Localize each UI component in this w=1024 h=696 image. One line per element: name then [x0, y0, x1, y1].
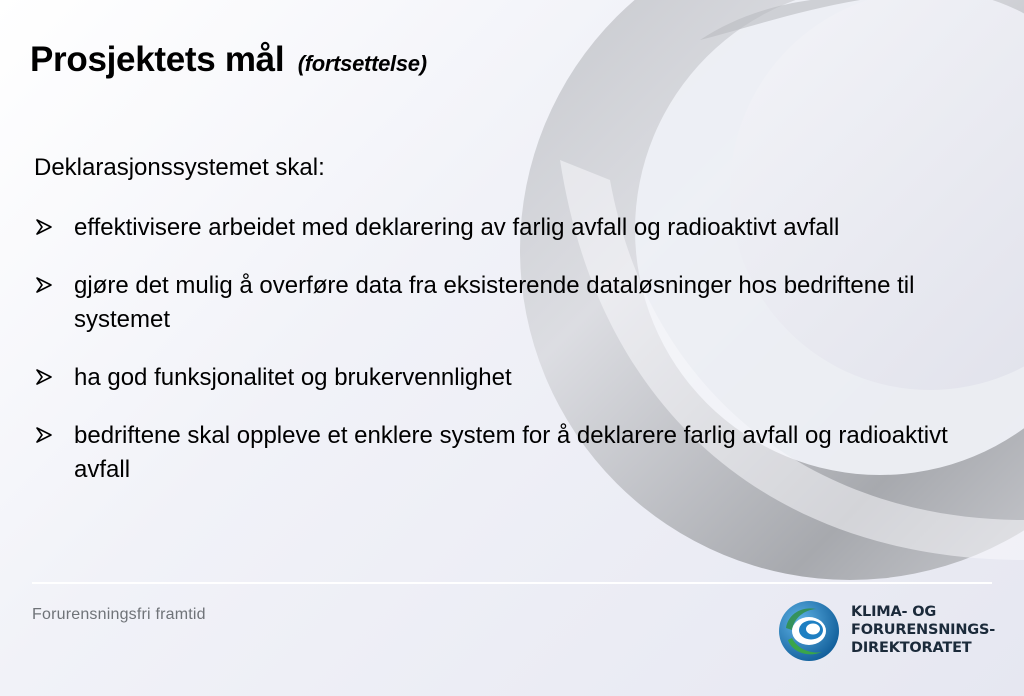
bullet-item [34, 211, 954, 245]
title-suffix: (fortsettelse) [297, 51, 427, 76]
agency-logo-text [851, 603, 995, 657]
arrow-bullet-icon [34, 426, 54, 444]
bullet-item [34, 361, 954, 395]
footer-tagline: Forurensningsfri framtid [32, 606, 206, 623]
bullet-text: effektivisere arbeidet med deklarering av farlig avfall og radioaktivt avfall [74, 214, 840, 241]
bullet-text: bedriftene skal oppleve et enklere system for å deklarere farlig avfall og radioaktivt avfall [74, 422, 948, 483]
logo-line: KLIMA- OG [851, 604, 937, 620]
intro-text: Deklarasjonssystemet skal: [34, 154, 325, 181]
bullet-list [34, 211, 954, 511]
arrow-bullet-icon [34, 276, 54, 294]
title-main: Prosjektets mål [30, 40, 285, 79]
bullet-item [34, 419, 954, 487]
agency-logo-icon [778, 600, 840, 662]
bullet-text: gjøre det mulig å overføre data fra eksisterende dataløsninger hos bedriftene til systemet [74, 272, 915, 333]
footer-divider [32, 582, 992, 584]
arrow-bullet-icon [34, 368, 54, 386]
bullet-text: ha god funksjonalitet og brukervennlighet [74, 364, 512, 391]
arrow-bullet-icon [34, 218, 54, 236]
logo-line: FORURENSNINGS- [851, 622, 996, 638]
bullet-item [34, 269, 954, 337]
logo-line: DIREKTORATET [851, 640, 972, 656]
slide-title [30, 40, 427, 80]
